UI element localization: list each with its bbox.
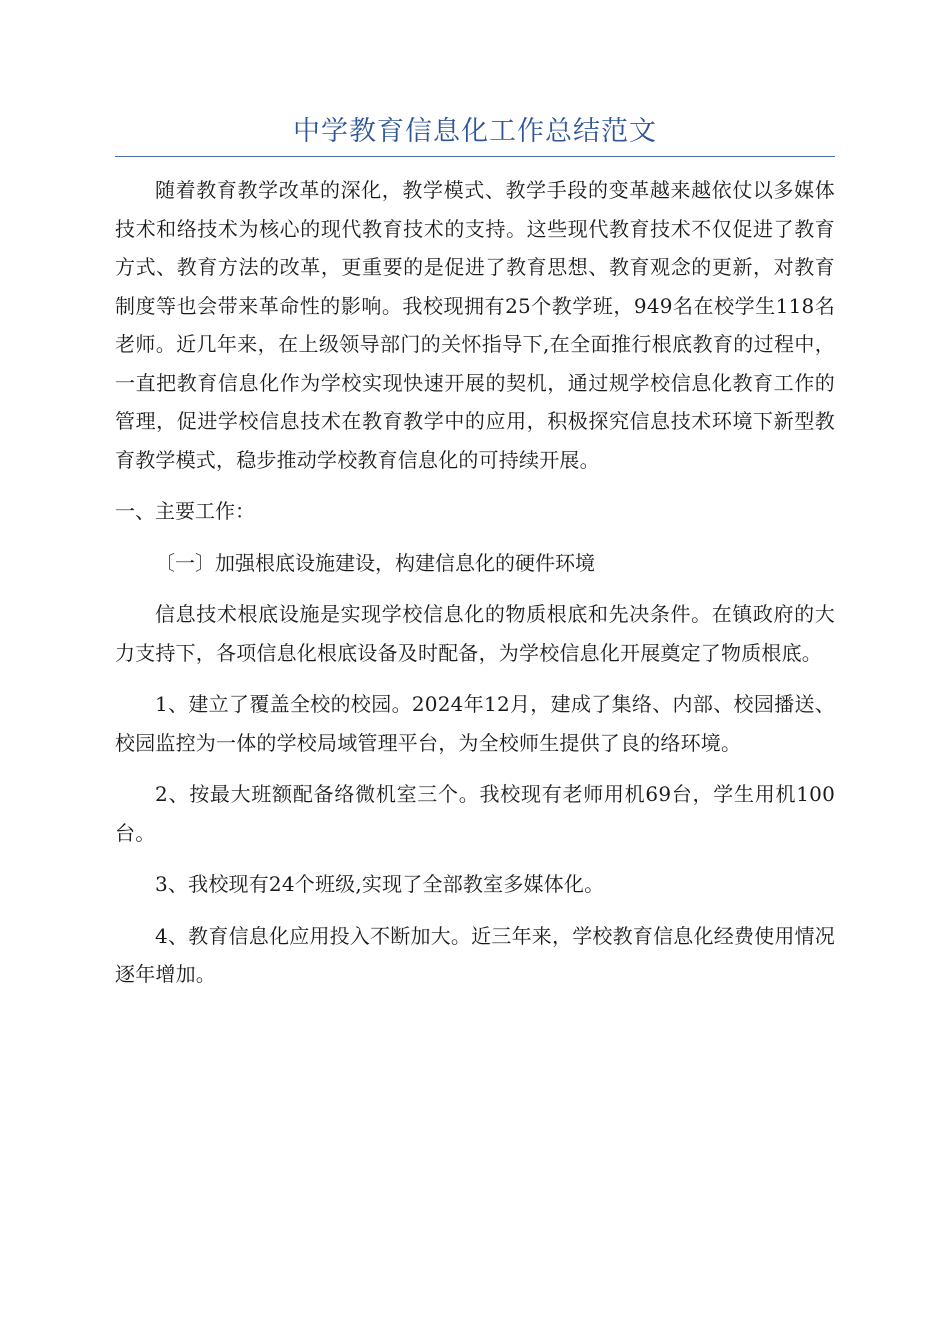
list-item: 4、教育信息化应用投入不断加大。近三年来，学校教育信息化经费使用情况逐年增加。	[115, 923, 835, 986]
list-item: 3、我校现有24个班级,实现了全部教室多媒体化。	[155, 872, 605, 896]
list-item: 2、按最大班额配备络微机室三个。我校现有老师用机69台，学生用机100台。	[115, 782, 835, 845]
subsection-intro-paragraph: 信息技术根底设施是实现学校信息化的物质根底和先决条件。在镇政府的大力支持下，各项信息化根底设备及时配备，为学校信息化开展奠定了物质根底。	[115, 602, 835, 665]
section-heading: 一、主要工作：	[115, 499, 255, 523]
title-block	[115, 108, 835, 157]
list-item: 1、建立了覆盖全校的校园。2024年12月，建成了集络、内部、校园播送、校园监控为一体的学校局域管理平台，为全校师生提供了良的络环境。	[115, 692, 835, 755]
document-title: 中学教育信息化工作总结范文	[293, 116, 657, 147]
intro-paragraph: 随着教育教学改革的深化，教学模式、教学手段的变革越来越依仗以多媒体技术和络技术为核心的现代教育技术的支持。这些现代教育技术不仅促进了教育方式、教育方法的改革，更重要的是促进了教育思想、教育观念的更新，对教育制度等也会带来革命性的影响。我校现拥有25个教学班，949名在校学生118名老师。近几年来，在上级领导部门的关怀指导下,在全面推行根底教育的过程中，一直把教育信息化作为学校实现快速开展的契机，通过规学校信息化教育工作的管理，促进学校信息技术在教育教学中的应用，积极探究信息技术环境下新型教育教学模式，稳步推动学校教育信息化的可持续开展。	[115, 178, 835, 472]
subsection-heading: 〔一〕加强根底设施建设，构建信息化的硬件环境	[155, 550, 595, 575]
document-body	[115, 171, 835, 1007]
